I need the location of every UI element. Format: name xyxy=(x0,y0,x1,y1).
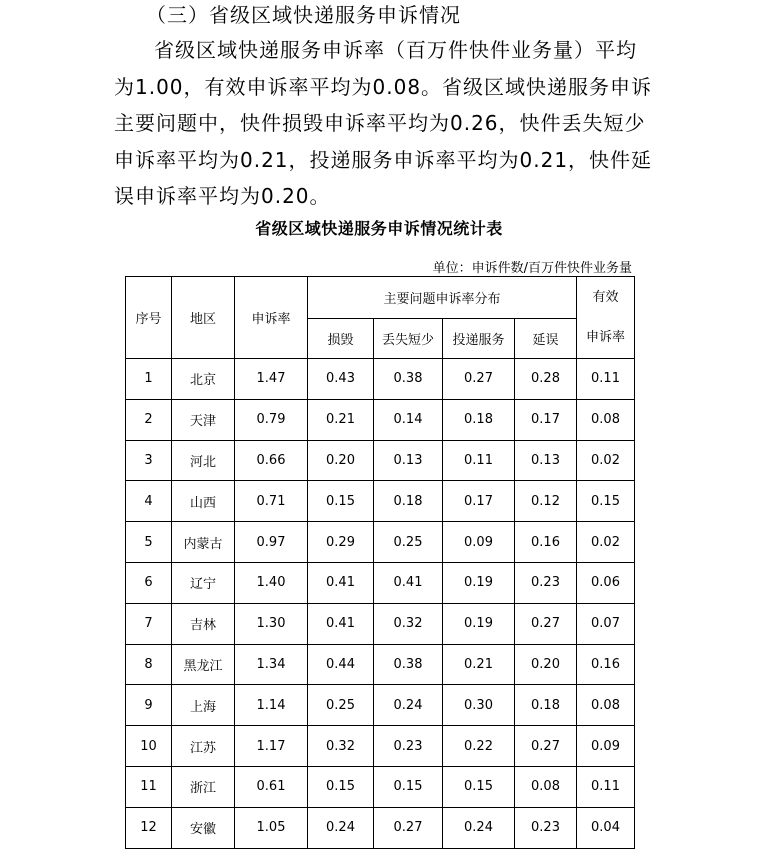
cell-delay: 0.27 xyxy=(515,603,577,644)
summary-paragraph: 省级区域快递服务申诉率（百万件快件业务量）平均为1.00，有效申诉率平均为0.08。省级区域快递服务申诉主要问题中，快件损毁申诉率平均为0.26，快件丢失短少申诉率平均为0.21，投递服务申诉率平均为0.21，快件延误申诉率平均为0.20。 xyxy=(114,38,653,208)
cell-rate: 0.66 xyxy=(235,440,308,481)
cell-region: 黑龙江 xyxy=(172,644,235,685)
cell-delay: 0.20 xyxy=(515,644,577,685)
cell-loss: 0.18 xyxy=(374,481,443,522)
table-row xyxy=(126,603,635,644)
header-damage: 损毁 xyxy=(308,319,374,359)
cell-loss: 0.25 xyxy=(374,522,443,563)
cell-loss: 0.41 xyxy=(374,562,443,603)
cell-index: 10 xyxy=(126,726,172,767)
cell-region: 河北 xyxy=(172,440,235,481)
cell-delivery: 0.15 xyxy=(443,766,515,807)
table-row xyxy=(126,726,635,767)
cell-loss: 0.38 xyxy=(374,644,443,685)
cell-damage: 0.15 xyxy=(308,766,374,807)
cell-delivery: 0.19 xyxy=(443,562,515,603)
cell-region: 辽宁 xyxy=(172,562,235,603)
header-row-top xyxy=(126,277,635,319)
cell-effective: 0.16 xyxy=(577,644,635,685)
cell-effective: 0.06 xyxy=(577,562,635,603)
table-title: 省级区域快递服务申诉情况统计表 xyxy=(255,219,503,238)
cell-rate: 1.40 xyxy=(235,562,308,603)
cell-delivery: 0.24 xyxy=(443,807,515,848)
cell-rate: 0.71 xyxy=(235,481,308,522)
cell-damage: 0.25 xyxy=(308,685,374,726)
cell-index: 2 xyxy=(126,399,172,440)
cell-delivery: 0.30 xyxy=(443,685,515,726)
cell-rate: 1.47 xyxy=(235,359,308,400)
unit-note: 单位：申诉件数/百万件快件业务量 xyxy=(432,261,632,276)
cell-index: 12 xyxy=(126,807,172,848)
cell-region: 北京 xyxy=(172,359,235,400)
cell-rate: 1.17 xyxy=(235,726,308,767)
cell-rate: 1.05 xyxy=(235,807,308,848)
cell-index: 8 xyxy=(126,644,172,685)
header-delivery: 投递服务 xyxy=(443,319,515,359)
table-row xyxy=(126,359,635,400)
cell-loss: 0.15 xyxy=(374,766,443,807)
cell-delivery: 0.21 xyxy=(443,644,515,685)
cell-effective: 0.02 xyxy=(577,522,635,563)
cell-index: 11 xyxy=(126,766,172,807)
cell-loss: 0.24 xyxy=(374,685,443,726)
header-effective-bottom: 申诉率 xyxy=(586,329,626,345)
cell-delivery: 0.18 xyxy=(443,399,515,440)
table-row xyxy=(126,440,635,481)
header-region: 地区 xyxy=(172,277,235,359)
section-heading: （三）省级区域快递服务申诉情况 xyxy=(146,3,461,27)
cell-rate: 1.34 xyxy=(235,644,308,685)
cell-region: 山西 xyxy=(172,481,235,522)
cell-delay: 0.16 xyxy=(515,522,577,563)
cell-index: 5 xyxy=(126,522,172,563)
cell-loss: 0.14 xyxy=(374,399,443,440)
cell-effective: 0.11 xyxy=(577,766,635,807)
cell-region: 天津 xyxy=(172,399,235,440)
table-row xyxy=(126,685,635,726)
cell-rate: 1.14 xyxy=(235,685,308,726)
cell-region: 江苏 xyxy=(172,726,235,767)
cell-delay: 0.28 xyxy=(515,359,577,400)
table-row xyxy=(126,807,635,848)
cell-rate: 0.79 xyxy=(235,399,308,440)
cell-delay: 0.12 xyxy=(515,481,577,522)
cell-region: 吉林 xyxy=(172,603,235,644)
cell-index: 4 xyxy=(126,481,172,522)
cell-loss: 0.23 xyxy=(374,726,443,767)
cell-effective: 0.07 xyxy=(577,603,635,644)
table-row xyxy=(126,522,635,563)
cell-effective: 0.09 xyxy=(577,726,635,767)
cell-damage: 0.32 xyxy=(308,726,374,767)
cell-index: 6 xyxy=(126,562,172,603)
cell-region: 内蒙古 xyxy=(172,522,235,563)
cell-rate: 1.30 xyxy=(235,603,308,644)
cell-region: 安徽 xyxy=(172,807,235,848)
table-row xyxy=(126,399,635,440)
cell-delay: 0.13 xyxy=(515,440,577,481)
cell-delay: 0.08 xyxy=(515,766,577,807)
cell-loss: 0.32 xyxy=(374,603,443,644)
cell-damage: 0.21 xyxy=(308,399,374,440)
cell-delay: 0.17 xyxy=(515,399,577,440)
cell-damage: 0.24 xyxy=(308,807,374,848)
cell-effective: 0.15 xyxy=(577,481,635,522)
table-row xyxy=(126,766,635,807)
cell-delay: 0.23 xyxy=(515,562,577,603)
cell-region: 上海 xyxy=(172,685,235,726)
cell-delivery: 0.22 xyxy=(443,726,515,767)
cell-damage: 0.20 xyxy=(308,440,374,481)
cell-delivery: 0.27 xyxy=(443,359,515,400)
cell-delay: 0.18 xyxy=(515,685,577,726)
cell-effective: 0.08 xyxy=(577,399,635,440)
header-index: 序号 xyxy=(126,277,172,359)
cell-delivery: 0.09 xyxy=(443,522,515,563)
cell-loss: 0.38 xyxy=(374,359,443,400)
cell-loss: 0.13 xyxy=(374,440,443,481)
header-effective-top: 有效 xyxy=(592,289,619,305)
cell-effective: 0.02 xyxy=(577,440,635,481)
header-main-issues: 主要问题申诉率分布 xyxy=(308,277,577,319)
cell-delay: 0.23 xyxy=(515,807,577,848)
header-effective-rate xyxy=(577,277,635,359)
cell-index: 1 xyxy=(126,359,172,400)
cell-rate: 0.61 xyxy=(235,766,308,807)
cell-effective: 0.11 xyxy=(577,359,635,400)
header-loss: 丢失短少 xyxy=(374,319,443,359)
cell-delay: 0.27 xyxy=(515,726,577,767)
header-delay: 延误 xyxy=(515,319,577,359)
cell-effective: 0.04 xyxy=(577,807,635,848)
cell-damage: 0.43 xyxy=(308,359,374,400)
cell-delivery: 0.19 xyxy=(443,603,515,644)
cell-delivery: 0.17 xyxy=(443,481,515,522)
table-body xyxy=(126,359,635,849)
cell-damage: 0.15 xyxy=(308,481,374,522)
cell-damage: 0.41 xyxy=(308,562,374,603)
table-row xyxy=(126,562,635,603)
table-row xyxy=(126,644,635,685)
cell-damage: 0.41 xyxy=(308,603,374,644)
cell-delivery: 0.11 xyxy=(443,440,515,481)
cell-loss: 0.27 xyxy=(374,807,443,848)
cell-damage: 0.44 xyxy=(308,644,374,685)
cell-region: 浙江 xyxy=(172,766,235,807)
cell-index: 3 xyxy=(126,440,172,481)
cell-index: 9 xyxy=(126,685,172,726)
cell-index: 7 xyxy=(126,603,172,644)
cell-damage: 0.29 xyxy=(308,522,374,563)
complaint-stats-table xyxy=(125,276,635,849)
cell-effective: 0.08 xyxy=(577,685,635,726)
header-rate: 申诉率 xyxy=(235,277,308,359)
cell-rate: 0.97 xyxy=(235,522,308,563)
table-row xyxy=(126,481,635,522)
